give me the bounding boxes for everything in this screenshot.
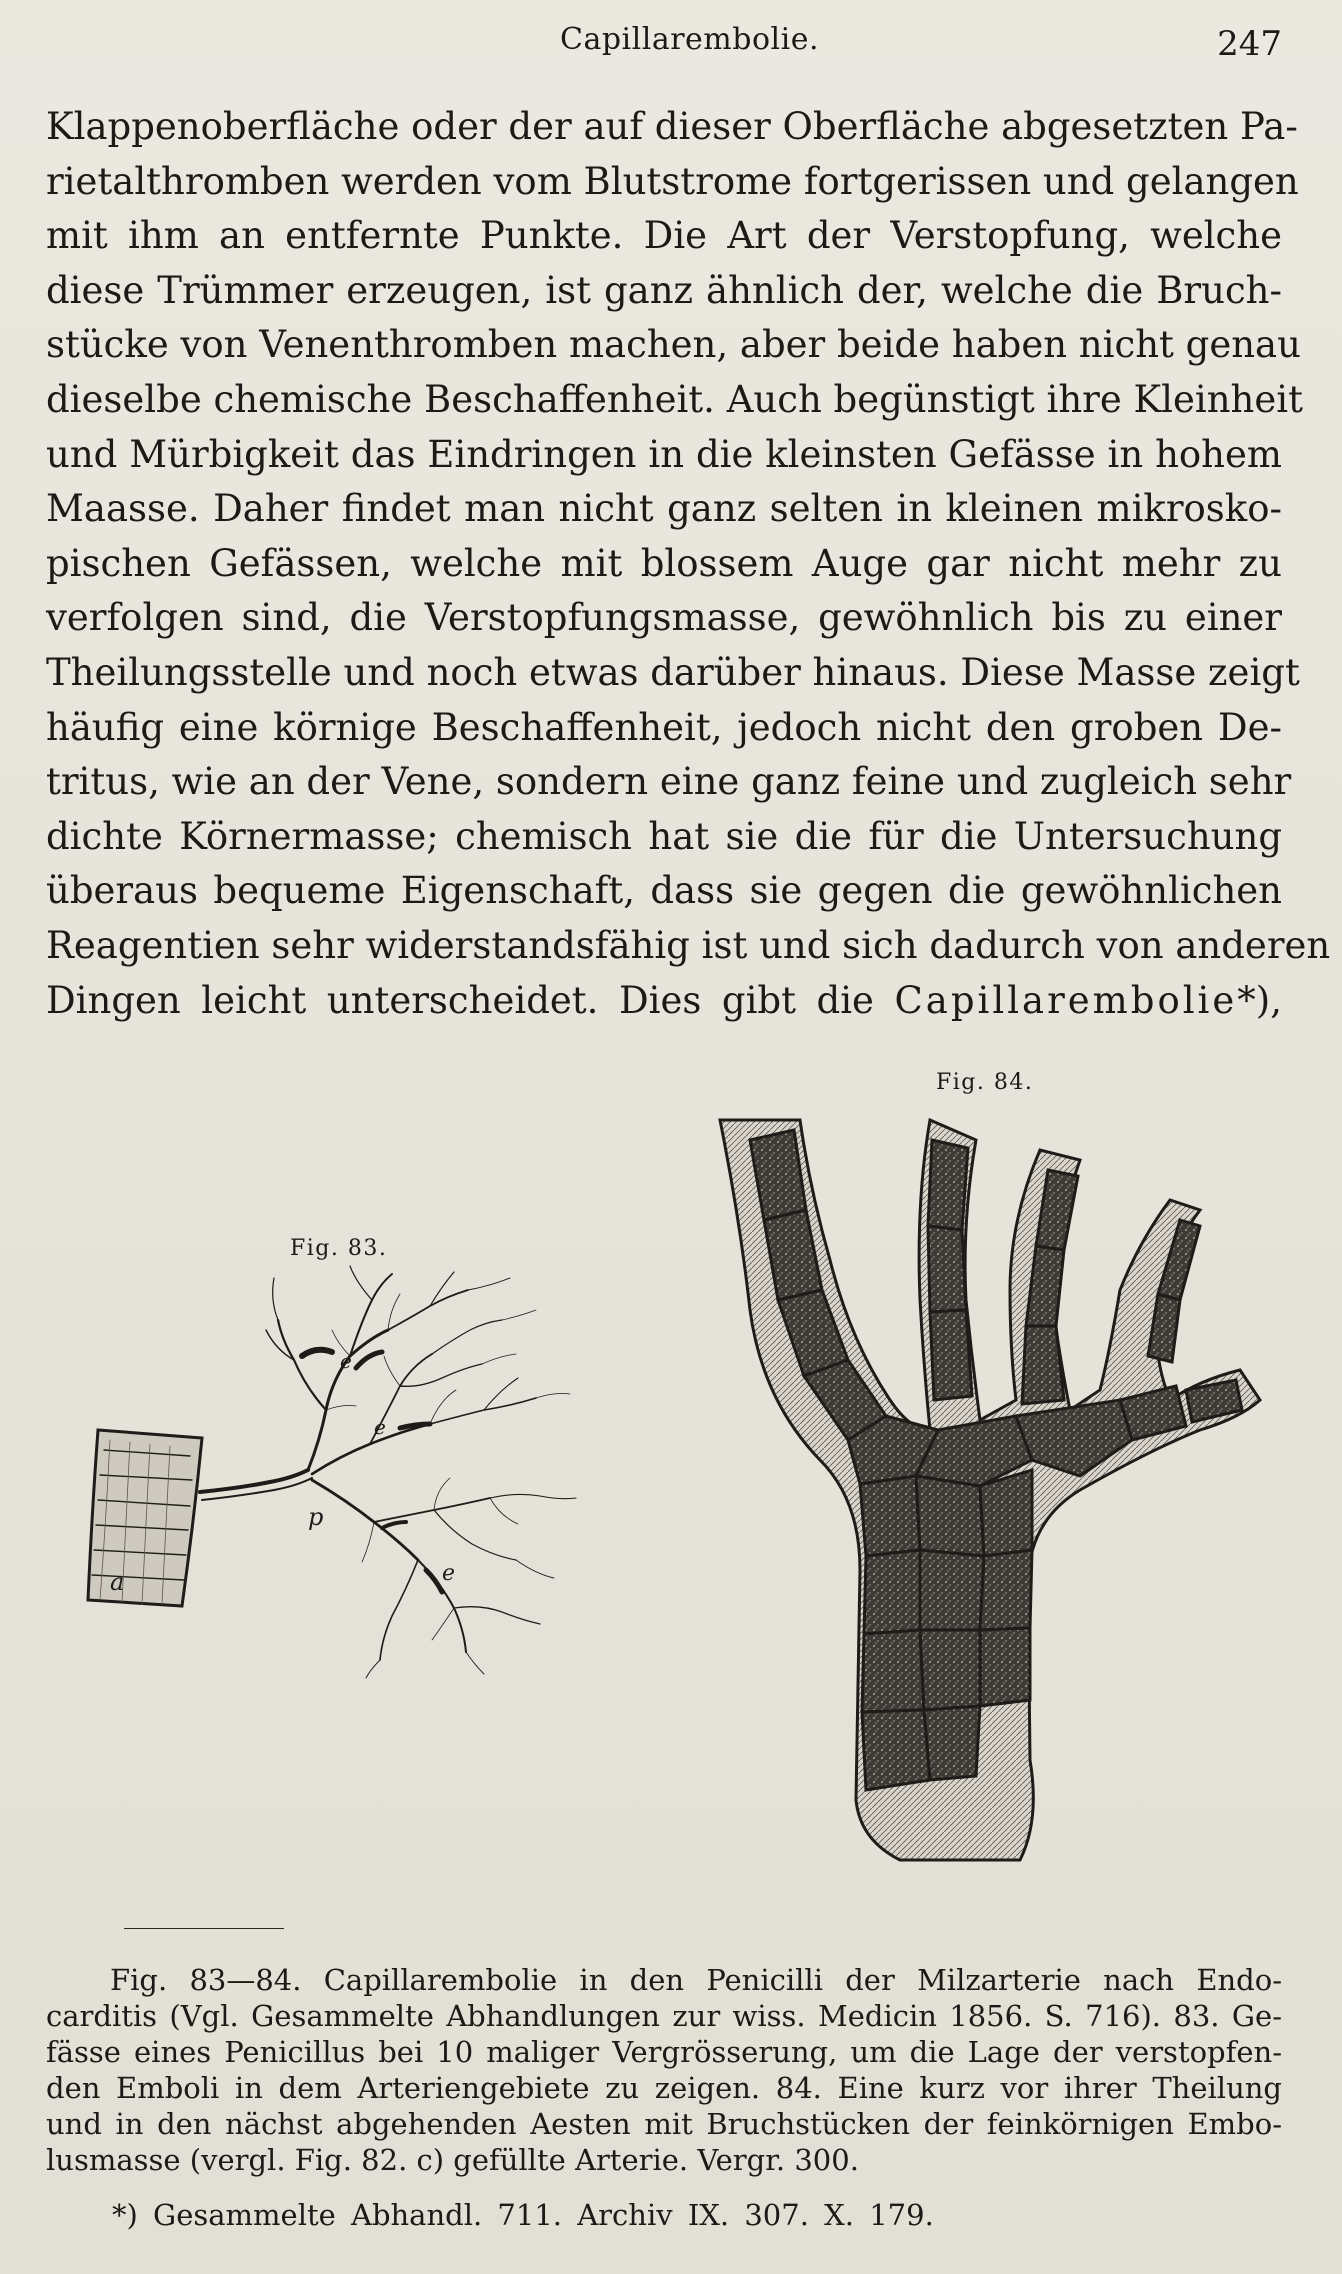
caption-line: lusmasse (vergl. Fig. 82. c) gefüllte Arterie. Vergr. 300. bbox=[46, 2143, 859, 2177]
fig84-label: Fig. 84. bbox=[936, 1070, 1034, 1095]
caption-line: fässe eines Penicillus bei 10 maliger Vergrösserung, um die Lage der verstopfen- bbox=[46, 2035, 1282, 2069]
last-line-prefix: Dingen leicht unterscheidet. Dies gibt die bbox=[46, 978, 895, 1022]
fig84-illustration bbox=[680, 1100, 1280, 1880]
running-title: Capillarembolie. bbox=[560, 22, 820, 57]
footnote: *) Gesammelte Abhandl. 711. Archiv IX. 307. X. 179. bbox=[112, 2198, 934, 2232]
last-line-suffix: *), bbox=[1237, 978, 1282, 1022]
caption-line: Fig. 83—84. Capillarembolie in den Penicilli der Milzarterie nach Endo- bbox=[110, 1963, 1282, 1997]
fig83-letter-e: e bbox=[340, 1349, 352, 1373]
body-line: tritus, wie an der Vene, sondern eine ganz feine und zugleich sehr bbox=[46, 760, 1292, 804]
figure-caption bbox=[46, 1962, 1282, 2178]
body-line: Klappenoberfläche oder der auf dieser Oberfläche abgesetzten Pa- bbox=[46, 105, 1298, 148]
capillarembolie-term: Capillarembolie bbox=[894, 978, 1238, 1022]
body-line: mit ihm an entfernte Punkte. Die Art der Verstopfung, welche bbox=[46, 214, 1282, 258]
body-line: verfolgen sind, die Verstopfungsmasse, gewöhnlich bis zu einer bbox=[46, 596, 1282, 640]
caption-line: den Emboli in dem Arteriengebiete zu zeigen. 84. Eine kurz vor ihrer Theilung bbox=[46, 2071, 1282, 2105]
fig83-letter-e: e bbox=[442, 1561, 456, 1586]
caption-line: und in den nächst abgehenden Aesten mit Bruchstücken der feinkörnigen Embo- bbox=[46, 2107, 1282, 2141]
fig83-label: Fig. 83. bbox=[290, 1236, 388, 1261]
body-line: rietalthromben werden vom Blutstrome fortgerissen und gelangen bbox=[46, 159, 1299, 203]
body-line: Theilungsstelle und noch etwas darüber hinaus. Diese Masse zeigt bbox=[46, 650, 1300, 694]
body-line: dieselbe chemische Beschaffenheit. Auch begünstigt ihre Kleinheit bbox=[46, 377, 1303, 421]
body-line: dichte Körnermasse; chemisch hat sie die für die Untersuchung bbox=[46, 814, 1282, 858]
body-line: pischen Gefässen, welche mit blossem Auge gar nicht mehr zu bbox=[46, 541, 1282, 585]
body-line: häufig eine körnige Beschaffenheit, jedoch nicht den groben De- bbox=[46, 705, 1282, 749]
fig83-illustration bbox=[70, 1260, 590, 1680]
body-line: Reagentien sehr widerstandsfähig ist und sich dadurch von anderen bbox=[46, 923, 1331, 967]
body-line: überaus bequeme Eigenschaft, dass sie gegen die gewöhnlichen bbox=[46, 869, 1282, 913]
fig83-letter-p: p bbox=[308, 1503, 324, 1531]
body-line: diese Trümmer erzeugen, ist ganz ähnlich der, welche die Bruch- bbox=[46, 268, 1282, 312]
page-number: 247 bbox=[1217, 24, 1282, 64]
footnote-rule bbox=[124, 1928, 284, 1929]
caption-line: carditis (Vgl. Gesammelte Abhandlungen zur wiss. Medicin 1856. S. 716). 83. Ge- bbox=[46, 1999, 1282, 2033]
body-paragraph bbox=[46, 100, 1331, 1028]
body-line-last bbox=[46, 974, 1282, 1029]
fig83-letter-a: a bbox=[110, 1568, 125, 1596]
body-line: Maasse. Daher findet man nicht ganz selten in kleinen mikrosko- bbox=[46, 487, 1282, 531]
body-line: und Mürbigkeit das Eindringen in die kleinsten Gefässe in hohem bbox=[46, 432, 1282, 476]
body-line: stücke von Venenthromben machen, aber beide haben nicht genau bbox=[46, 323, 1301, 367]
fig83-letter-e: e bbox=[374, 1415, 386, 1439]
